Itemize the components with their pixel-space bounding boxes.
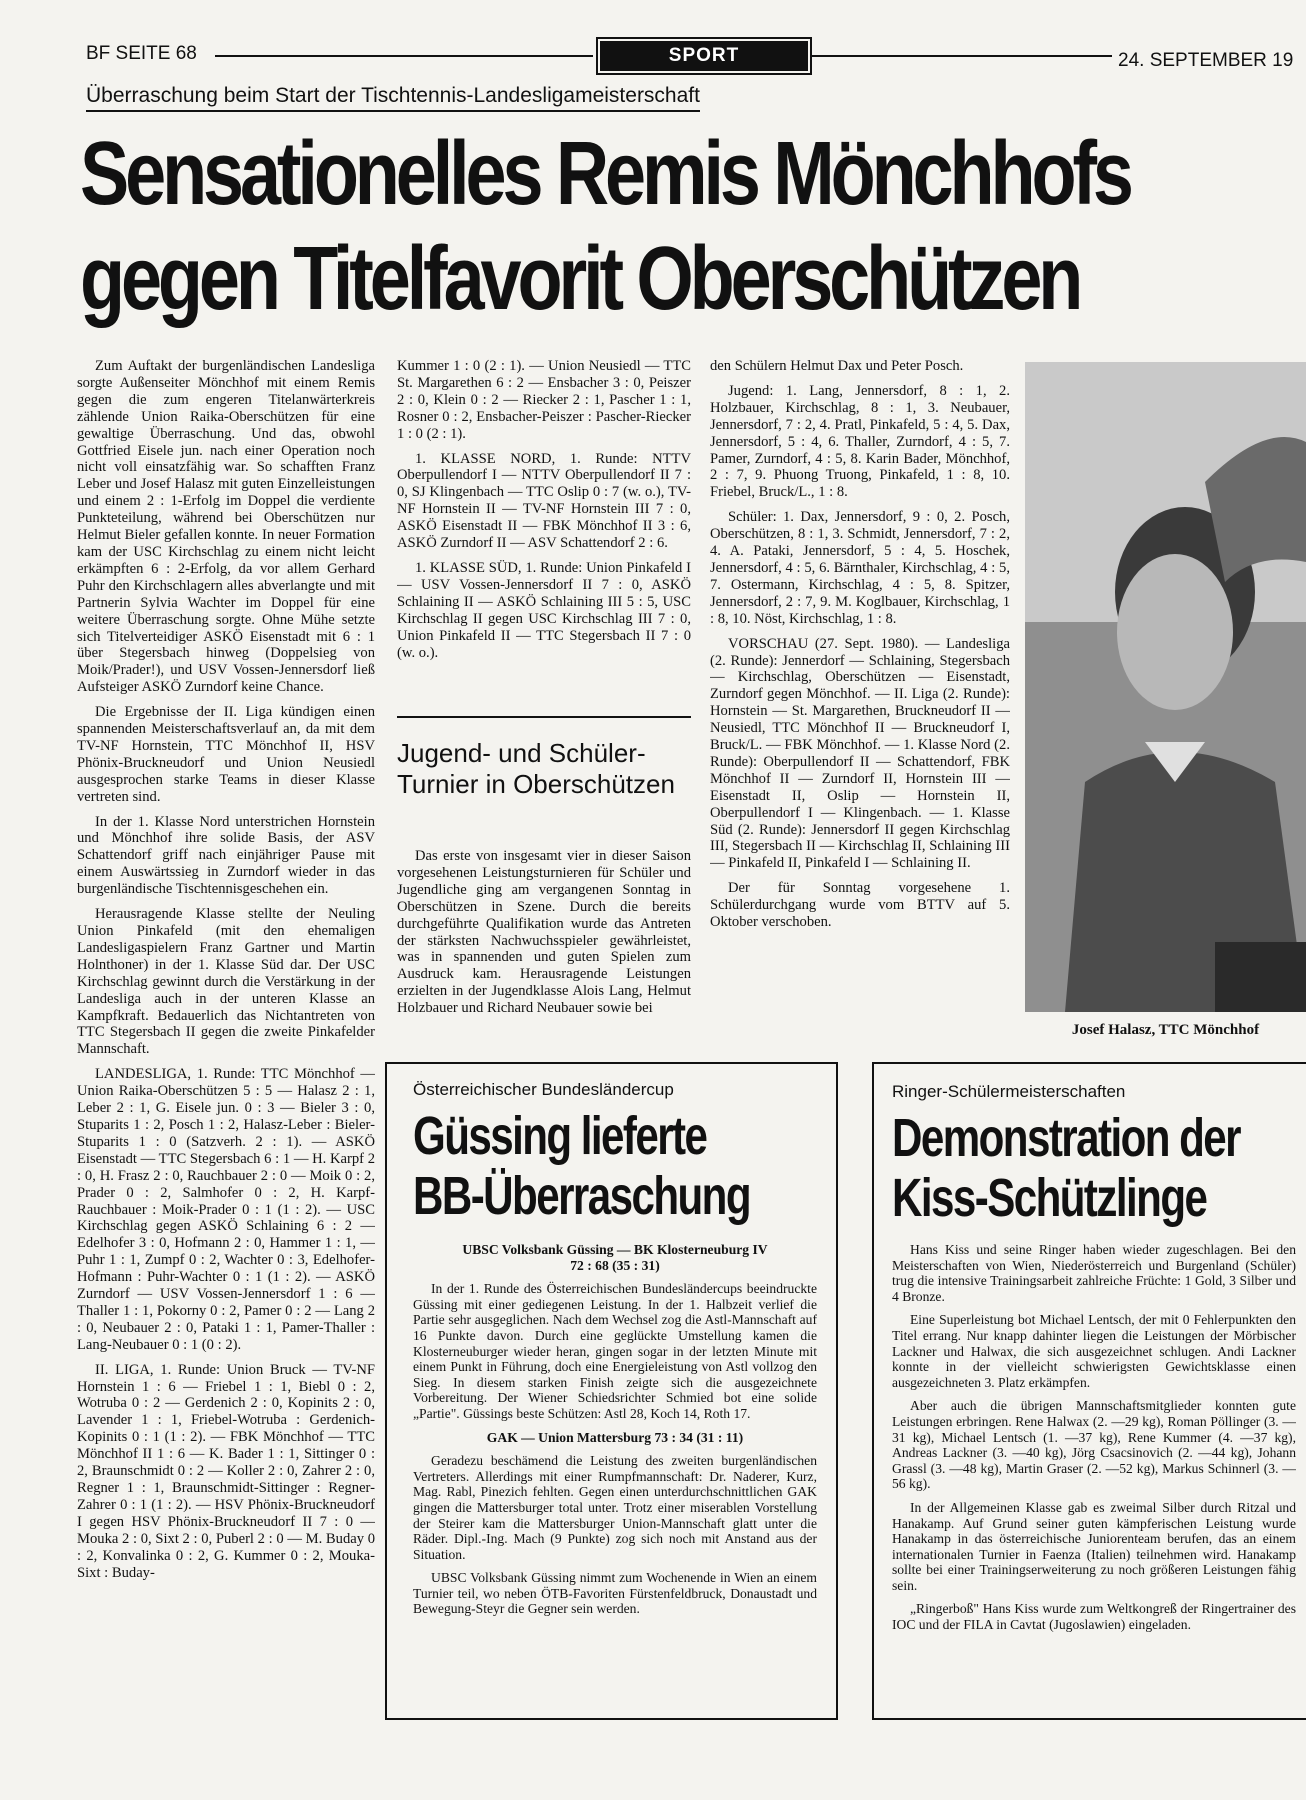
article-column-2 <box>397 358 691 698</box>
column-divider <box>397 716 691 718</box>
box-headline-wrap <box>413 1106 833 1230</box>
photo-illustration <box>1025 362 1306 1012</box>
results-klasse-nord: 1. KLASSE NORD, 1. Runde: NTTV Oberpullendorf I — NTTV Oberpullendorf II 7 : 0, SJ Klingenbach — TTC Oslip 0 : 7 (w. o.), TV-NF Hornstein II — TV-NF Hornstein III 7 : 0, ASKÖ Eisenstadt II — FBK Mönchhof II 3 : 6, ASKÖ Zurndorf II — ASV Schattendorf 2 : 6. <box>397 450 691 552</box>
paragraph: Herausragende Klasse stellte der Neuling Union Pinkafeld (mit den ehemaligen Landesligaspielern Franz Gartner und Martin Holnthoner) in der 1. Klasse Süd dar. Der USC Kirchschlag gewinnt durch die Verstärkung in der Landesliga auch in der unteren Klasse an Kampfkraft. Bedauerlich das Nichtantreten von TTC Stegersbach II gegen die zweite Pinkafelder Mannschaft. <box>77 906 375 1058</box>
paragraph: Geradezu beschämend die Leistung des zweiten burgenländischen Vertreters. Allerdings mit einer Rumpfmannschaft: Dr. Naderer, Kurz, Mag. Rabl, Pinezich fehlten. Gegen einen unterdurchschnittlichen GAK gingen die Mattersburger total unter. Trotz einer miserablen Vorstellung der Steirer kam die Mattersburger Union-Mannschaft glatt unter die Räder. Dipl.-Ing. Mach (9 Punkte) zog sich noch mit Anstand aus der Situation. <box>413 1453 817 1562</box>
paragraph: Aber auch die übrigen Mannschaftsmitglieder konnten gute Leistungen erbringen. Rene Halwax (2. —29 kg), Roman Pöllinger (3. —31 kg), Michael Lentsch (1. —37 kg), Rene Kummer (4. —37 kg), Andreas Lackner (3. —40 kg), Jörg Csacsinovich (2. —44 kg), Johann Grassl (3. —48 kg), Martin Graser (2. —52 kg), Markus Schinnerl (3. —56 kg). <box>892 1398 1296 1492</box>
section-label: SPORT <box>600 41 808 71</box>
preview-schedule: VORSCHAU (27. Sept. 1980). — Landesliga (2. Runde): Jennerdorf — Schlaining, Stegersbach — Kirchschlag, Oberschützen — Eisenstadt, Zurndorf gegen Mönchhof. — II. Liga (2. Runde): Hornstein — St. Margarethen, Bruckneudorf II — Neusiedl, TTC Mönchhof II — Bruckneudorf I, Bruck/L. — FBK Mönchhof. — 1. Klasse Nord (2. Runde): Oberpullendorf II — Schattendorf, FBK Mönchhof II — Zurndorf II, Hornstein III — Eisenstadt II, Oslip — Hornstein II, Oberpullendorf I — Klingenbach. — 1. Klasse Süd (2. Runde): Jennersdorf II gegen Kirchschlag III, Stegersbach II — Kirchschlag II, Schlaining III — Pinkafeld II, Pinkafeld I — Schlaining II. <box>710 635 1010 872</box>
paragraph: In der Allgemeinen Klasse gab es zweimal Silber durch Ritzal und Hanakamp. Auf Grund seiner guten kämpferischen Leistung wurde Hanakamp in das österreichische Juniorenteam berufen, das an einem internationalen Turnier in Faenza (Italien) teilnehmen wird. Hanakamp sollte bei einer Trainingserweiterung zu noch größeren Leistungen fähig sein. <box>892 1499 1296 1593</box>
headline-wrap <box>80 122 1306 342</box>
headline-line-1: Sensationelles Remis Mönchhofs <box>80 124 1130 224</box>
box-headline-line-1: Güssing lieferte <box>413 1106 707 1166</box>
results-schueler: Schüler: 1. Dax, Jennersdorf, 9 : 0, 2. Posch, Oberschützen, 8 : 1, 3. Schmidt, Jennersdorf, 7 : 2, 4. A. Pataki, Jennersdorf, 5 : 4, 5. Hoschek, Jennersdorf, 4 : 5, 6. Bärnthaler, Kirchschlag, 4 : 5, 7. Ostermann, Kirchschlag, 4 : 5, 8. Spitzer, Jennersdorf, 2 : 7, 9. M. Koglbauer, Kirchschlag, 1 : 8, 10. Nöst, Kirchschlag, 1 : 8. <box>710 509 1010 627</box>
basketball-box <box>385 1062 838 1720</box>
masthead-rule-left <box>215 55 593 57</box>
paragraph: Der für Sonntag vorgesehene 1. Schülerdurchgang wurde vom BTTV auf 5. Oktober verschoben. <box>710 880 1010 931</box>
paragraph: Zum Auftakt der burgenländischen Landesliga sorgte Außenseiter Mönchhof mit einem Remis gegen die zum engeren Titelanwärterkreis zählende Union Raika-Oberschützen für eine gewaltige Überraschung. Und das, obwohl Gottfried Eisele jun. nach einer Operation noch nicht voll einsatzfähig war. So schafften Franz Leber und Josef Halasz mit guten Einzelleistungen und einem 2 : 1-Erfolg im Doppel die verdiente Punkteteilung, während bei Oberschützen nur Helmut Bieler gefallen konnte. In neuer Formation kam der USC Kirchschlag zu einem nicht leicht erkämpften 6 : 2-Erfolg, da vor allem Gerhard Puhr den Kirchschlagern alles abverlangte und mit Partnerin Sylvia Wachter im Doppel für eine weitere Überraschung sorgte. Ohne Mühe setzte sich Titelverteidiger ASKÖ Eisenstadt mit 6 : 1 über Stegersbach hinweg (Doppelsieg von Moik/Prader!), und USV Vossen-Jennersdorf ließ Aufsteiger ASKÖ Zurndorf keine Chance. <box>77 358 375 696</box>
results-ii-liga: II. LIGA, 1. Runde: Union Bruck — TV-NF Hornstein 1 : 6 — Friebel 1 : 1, Biebl 0 : 2, Wotruba 0 : 2 — Gerdenich 2 : 0, Kopinits 2 : 0, Lavender 1 : 1, Friebel-Wotruba : Gerdenich-Kopinits 0 : 1 (1 : 2). — FBK Mönchhof — TTC Mönchhof II 1 : 6 — K. Bader 1 : 1, Sittinger 0 : 2, Braunschmidt 0 : 2 — Koller 2 : 0, Zahrer 2 : 0, Regner 1 : 1, Braunschmidt-Sittinger : Regner-Zahrer 0 : 1 (1 : 2). — HSV Phönix-Bruckneudorf I gegen HSV Phönix-Bruckneudorf II 7 : 0 — Mouka 2 : 0, Sixt 2 : 0, Puberl 2 : 0 — M. Buday 0 : 2, Konvalinka 0 : 2, G. Kummer 0 : 2, Mouka-Sixt : Buday- <box>77 1361 375 1581</box>
match-title: GAK — Union Mattersburg 73 : 34 (31 : 11) <box>486 1429 744 1445</box>
page-number: BF SEITE 68 <box>86 43 197 64</box>
box-body <box>892 1242 1296 1712</box>
article-column-3 <box>710 358 1010 1038</box>
paragraph: UBSC Volksbank Güssing nimmt zum Wochenende in Wien an einem Turnier teil, wo neben ÖTB-Favoriten Fürstenfeldbruck, Donaustadt und Bewegung-Steyr die Gegner sein werden. <box>413 1570 817 1617</box>
paragraph: Eine Superleistung bot Michael Lentsch, der mit 0 Fehlerpunkten den Titel errang. Nur knapp dahinter liegen die Leistungen der Mörbischer Lackner und Halwax, die sich ausgezeichnet schlugen. Andi Lackner konnte in der vielleicht schwierigsten Gewichtsklasse einen ausgezeichneten 3. Platz erkämpfen. <box>892 1312 1296 1390</box>
box-kicker: Ringer-Schülermeisterschaften <box>892 1082 1126 1101</box>
issue-date: 24. SEPTEMBER 19 <box>1118 50 1294 71</box>
masthead-rule-right <box>812 55 1112 57</box>
youth-tournament-text <box>397 848 691 1038</box>
wrestling-box <box>872 1062 1306 1720</box>
box-body <box>413 1242 817 1712</box>
youth-tournament-heading: Jugend- und Schüler-Turnier in Oberschützen <box>397 738 675 799</box>
player-photo <box>1025 362 1306 1012</box>
results-klasse-sued: 1. KLASSE SÜD, 1. Runde: Union Pinkafeld I — USV Vossen-Jennersdorf II 7 : 0, ASKÖ Schlaining II — ASKÖ Schlaining III 5 : 5, USC Kirchschlag II gegen USC Kirchschlag III 7 : 0, Union Pinkafeld II — TTC Stegersbach II 7 : 0 (w. o.). <box>397 559 691 661</box>
paragraph: den Schülern Helmut Dax und Peter Posch. <box>710 358 964 374</box>
article-column-1 <box>77 358 375 1728</box>
paragraph: In der 1. Klasse Nord unterstrichen Hornstein und Mönchhof ihre solide Basis, der ASV Schattendorf griff nach einjähriger Pause mit einem Auswärtssieg in Zurndorf wieder in das burgenländische Tischtennisgeschehen ein. <box>77 813 375 898</box>
results-landesliga: LANDESLIGA, 1. Runde: TTC Mönchhof — Union Raika-Oberschützen 5 : 5 — Halasz 2 : 1, Leber 2 : 1, G. Eisele jun. 0 : 3 — Bieler 3 : 0, Stuparits 1 : 2, Posch 1 : 2, Halasz-Leber : Bieler-Stuparits 1 : 0 (Satzverh. 2 : 1). — ASKÖ Eisenstadt — TTC Stegersbach 6 : 1 — H. Karpf 2 : 0, H. Frasz 2 : 0, Rauchbauer 2 : 0 — Moik 0 : 2, Prader 0 : 2, Salmhofer 0 : 2, H. Karpf-Rauchbauer : Moik-Prader 0 : 1 (1 : 2). — USC Kirchschlag gegen ASKÖ Schlaining 6 : 2 — Edelhofer 3 : 0, Hofmann 2 : 0, Hammer 1 : 1, — Puhr 1 : 1, Zumpf 0 : 2, Wachter 0 : 3, Edelhofer-Hofmann : Puhr-Wachter 0 : 1 (1 : 2). — ASKÖ Zurndorf — USV Vossen-Jennersdorf 1 : 6 — Thaller 1 : 1, Pokorny 0 : 2, Pamer 0 : 2 — Lang 2 : 0, Neubauer 2 : 0, Pataki 1 : 1, Pamer-Thaller : Lang-Neubauer 0 : 1 (0 : 2). <box>77 1066 375 1353</box>
match-title: UBSC Volksbank Güssing — BK Klosterneuburg IV <box>462 1242 768 1257</box>
box-headline-line-2: BB-Überraschung <box>413 1166 751 1226</box>
box-kicker: Österreichischer Bundesländercup <box>413 1080 674 1099</box>
paragraph: In der 1. Runde des Österreichischen Bundesländercups beeindruckte Güssing mit einer gediegenen Leistung. In der 1. Halbzeit verlief die Partie sehr ausgeglichen. Nach dem Wechsel zog die Astl-Mannschaft auf 16 Punkte davon. Durch eine geglückte Umstellung kamen die Klosterneuburger wieder heran, gingen sogar in der letzten Minute mit einem Punkt in Führung, doch eine Energieleistung von Astl vollzog den Sieg. In diesem starken Finish zeigte sich die ausgezeichnete Vorbereitung. Der Wiener Schiedsrichter Schmied bot eine solide „Partie". Güssings beste Schützen: Astl 28, Koch 14, Roth 17. <box>413 1281 817 1421</box>
photo-caption: Josef Halasz, TTC Mönchhof <box>1071 1022 1260 1038</box>
box-headline-line-2: Kiss-Schützlinge <box>892 1168 1207 1228</box>
box-headline-line-1: Demonstration der <box>892 1108 1240 1168</box>
paragraph: Das erste von insgesamt vier in dieser Saison vorgesehenen Leistungsturnieren für Schüler und Jugendliche ging am vergangenen Sonntag in Oberschützen in Szene. Durch die bereits durchgeführte Qualifikation wurde das Antreten der stärksten Nachwuchsspieler gewährleistet, was in spannenden und guten Spielen zum Ausdruck kam. Herausragende Leistungen erzielten in der Jugendklasse Alois Lang, Helmut Holzbauer und Richard Neubauer sowie bei <box>397 848 691 1017</box>
box-headline-wrap <box>892 1108 1306 1232</box>
article-kicker: Überraschung beim Start der Tischtennis-Landesligameisterschaft <box>86 84 700 112</box>
paragraph: „Ringerboß" Hans Kiss wurde zum Weltkongreß der Ringertrainer des IOC und der FILA in Cavtat (Jugoslawien) eingeladen. <box>892 1601 1296 1633</box>
paragraph: Hans Kiss und seine Ringer haben wieder zugeschlagen. Bei den Meisterschaften von Wien, Niederösterreich und Burgenland (Schüler) trug die intensive Trainingsarbeit zahlreiche Früchte: 1 Gold, 3 Silber und 4 Bronze. <box>892 1242 1296 1304</box>
match-score: 72 : 68 (35 : 31) <box>570 1257 660 1273</box>
results-jugend: Jugend: 1. Lang, Jennersdorf, 8 : 1, 2. Holzbauer, Kirchschlag, 8 : 1, 3. Neubauer, Jennersdorf, 7 : 2, 4. Pratl, Pinkafeld, 5 : 4, 5. Dax, Jennersdorf, 5 : 4, 6. Thaller, Zurndorf, 4 : 5, 7. Pamer, Zurndorf, 4 : 5, 8. Karin Bader, Mönchhof, 2 : 7, 9. Phuong Truong, Pinkafeld, 1 : 8, 10. Friebel, Bruck/L., 1 : 8. <box>710 382 1010 501</box>
results-continued: Kummer 1 : 0 (2 : 1). — Union Neusiedl — TTC St. Margarethen 6 : 2 — Ensbacher 3 : 0, Peiszer 2 : 0, Klein 0 : 2 — Riecker 2 : 1, Pascher 1 : 1, Rosner 0 : 2, Ensbacher-Peiszer : Pascher-Riecker 1 : 0 (2 : 1). <box>397 358 691 442</box>
headline-line-2: gegen Titelfavorit Oberschützen <box>80 229 1080 329</box>
paragraph: Die Ergebnisse der II. Liga kündigen einen spannenden Meisterschaftsverlauf an, da mit dem TV-NF Hornstein, TTC Mönchhof II, HSV Phönix-Bruckneudorf und Union Neusiedl ausgesprochen starke Teams in dieser Klasse vertreten sind. <box>77 704 375 805</box>
